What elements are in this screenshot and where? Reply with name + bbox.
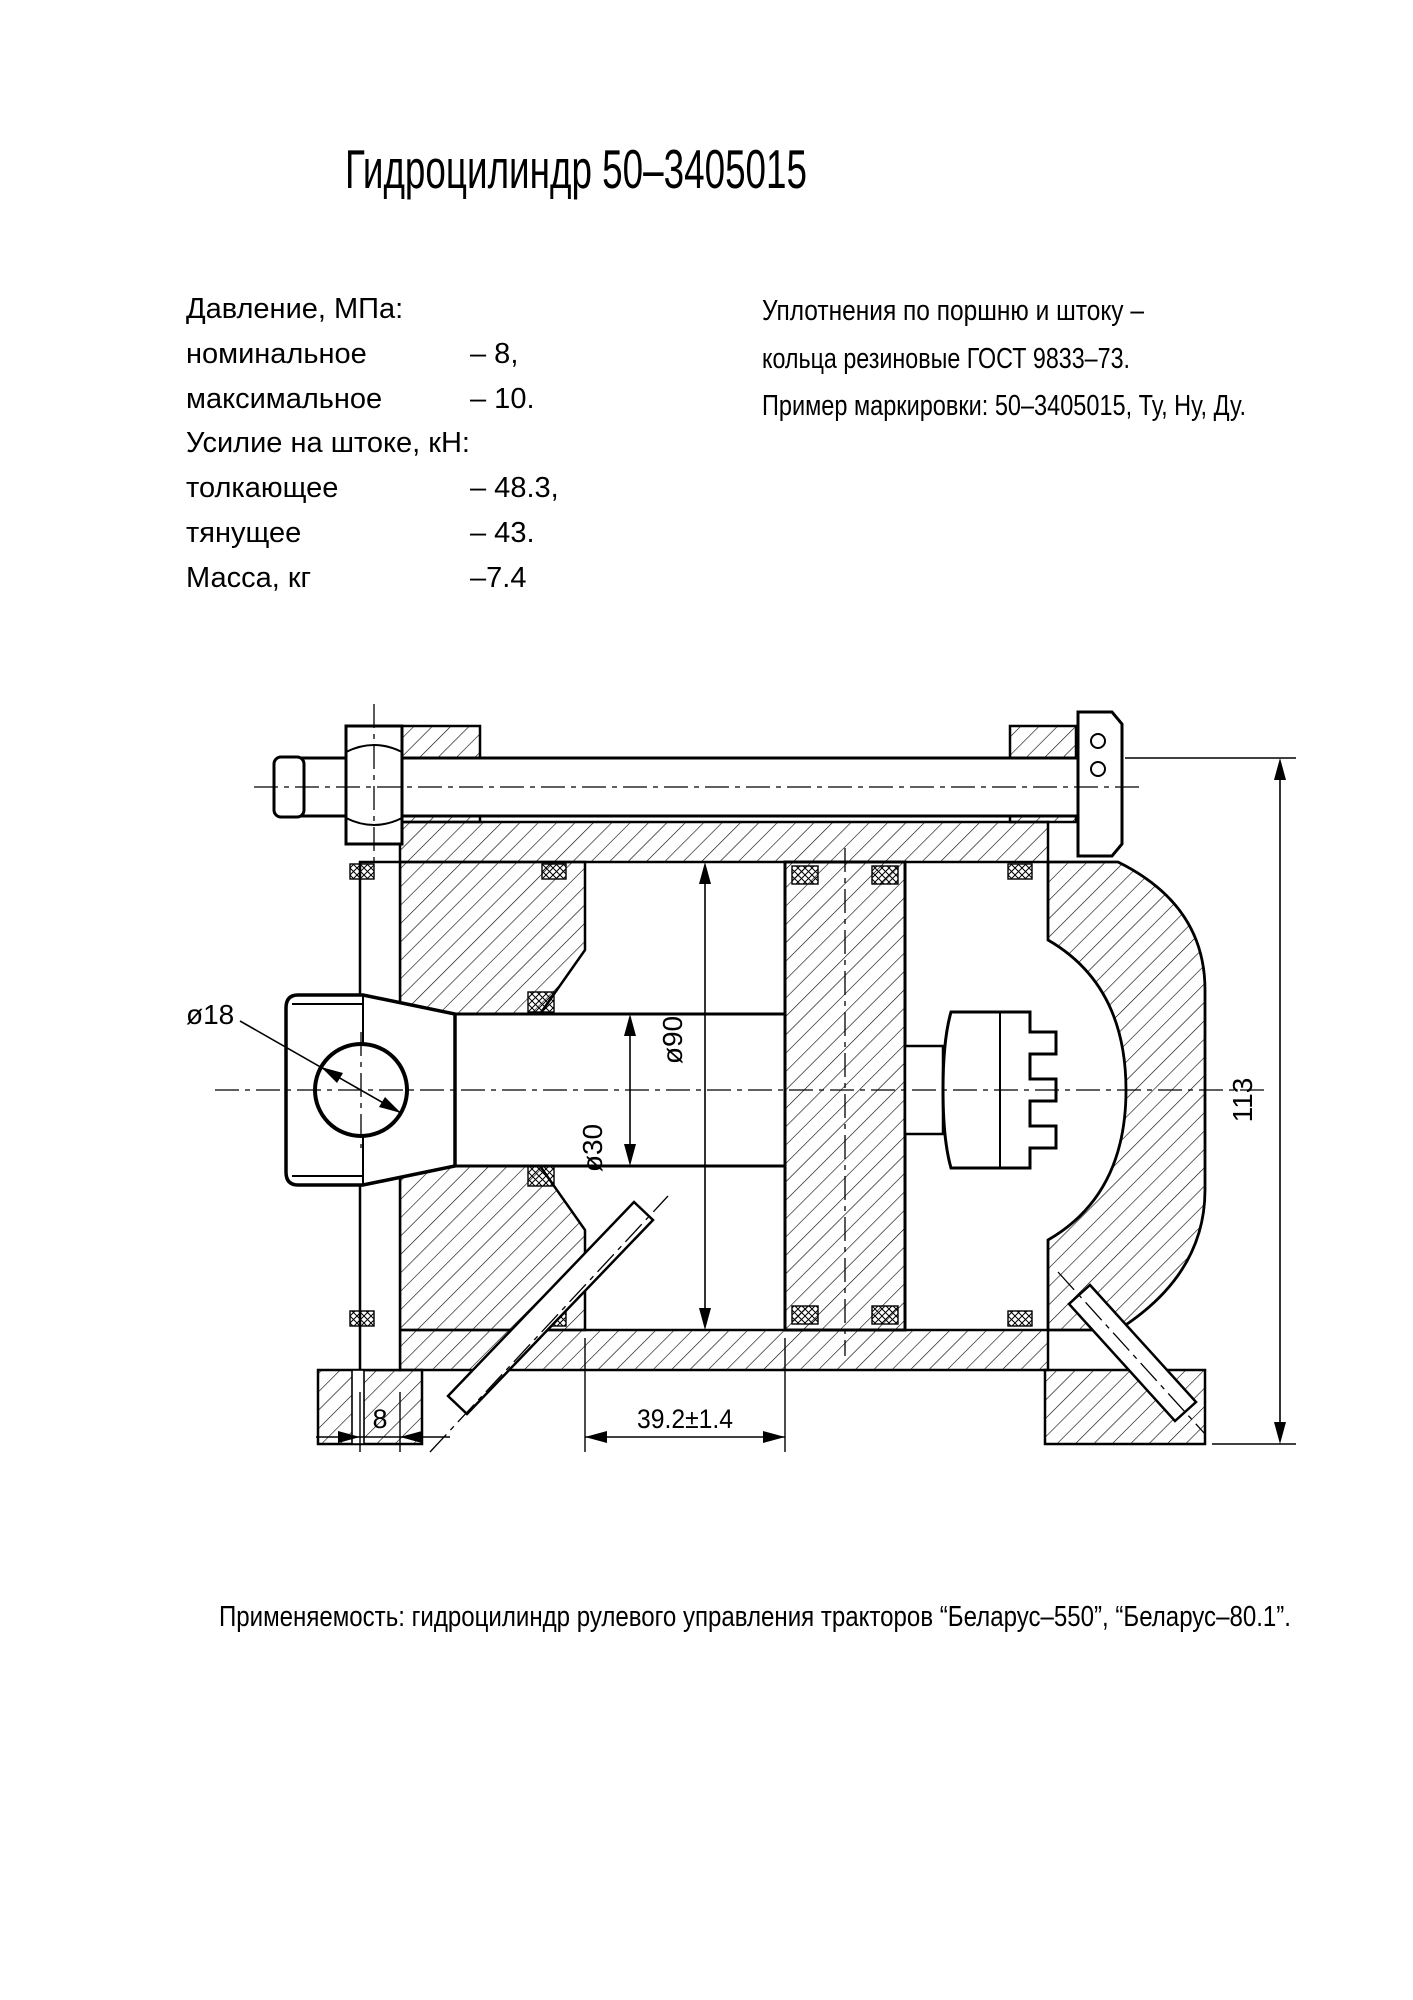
o-ring-seal (542, 864, 566, 879)
spec-value: – 8, (470, 338, 519, 370)
spec-table (186, 293, 559, 594)
pin-plate-hole (1091, 734, 1105, 748)
dim-label-piston-clearance: 39.2±1.4 (637, 1404, 733, 1434)
note-line: Пример маркировки: 50–3405015, Ту, Ну, Ду. (762, 390, 1246, 422)
spec-label: номинальное (186, 338, 367, 370)
dim-label-bore-diameter: ø90 (657, 1015, 688, 1065)
rod-seal (528, 992, 554, 1012)
o-ring-seal (350, 864, 374, 879)
piston-seal (792, 866, 818, 884)
note-line: кольца резиновые ГОСТ 9833–73. (762, 343, 1130, 375)
spec-label: Усилие на штоке, кН: (186, 427, 470, 459)
o-ring-seal (350, 1311, 374, 1326)
note-line: Уплотнения по поршню и штоку – (762, 295, 1145, 327)
pin-plate-hole (1091, 762, 1105, 776)
spec-label: Давление, МПа: (186, 293, 404, 325)
page-title: Гидроцилиндр 50–3405015 (345, 138, 807, 200)
hex-nut (346, 726, 402, 844)
spec-label: тянущее (186, 517, 302, 549)
left-foot (318, 1370, 422, 1444)
left-foot-port (352, 1370, 364, 1444)
o-ring-seal (1008, 864, 1032, 879)
spec-value: – 10. (470, 383, 535, 415)
spec-value: –7.4 (470, 562, 527, 594)
piston-seal (792, 1306, 818, 1324)
piston-seal (872, 866, 898, 884)
spec-label: Масса, кг (186, 562, 312, 594)
dim-label-rod-diameter: ø30 (577, 1123, 608, 1173)
spec-value: – 48.3, (470, 472, 559, 504)
dim-label-eye-diameter: ø18 (186, 999, 235, 1030)
rod-seal (528, 1166, 554, 1186)
spec-value: – 43. (470, 517, 535, 549)
piston-seal (872, 1306, 898, 1324)
seal-notes (762, 295, 1246, 422)
dim-label-overall-height: 113 (1227, 1077, 1258, 1123)
application-note: Применяемость: гидроцилиндр рулевого управления тракторов “Беларус–550”, “Беларус–80.1”. (219, 1601, 1291, 1633)
o-ring-seal (1008, 1311, 1032, 1326)
spec-label: максимальное (186, 383, 383, 415)
top-plate (400, 822, 1048, 862)
piston-assembly (785, 862, 1056, 1330)
spec-label: толкающее (186, 472, 339, 504)
rod-gland-upper (400, 862, 585, 1014)
dim-label-face-offset: 8 (372, 1404, 388, 1434)
right-end-casting (1048, 862, 1205, 1330)
